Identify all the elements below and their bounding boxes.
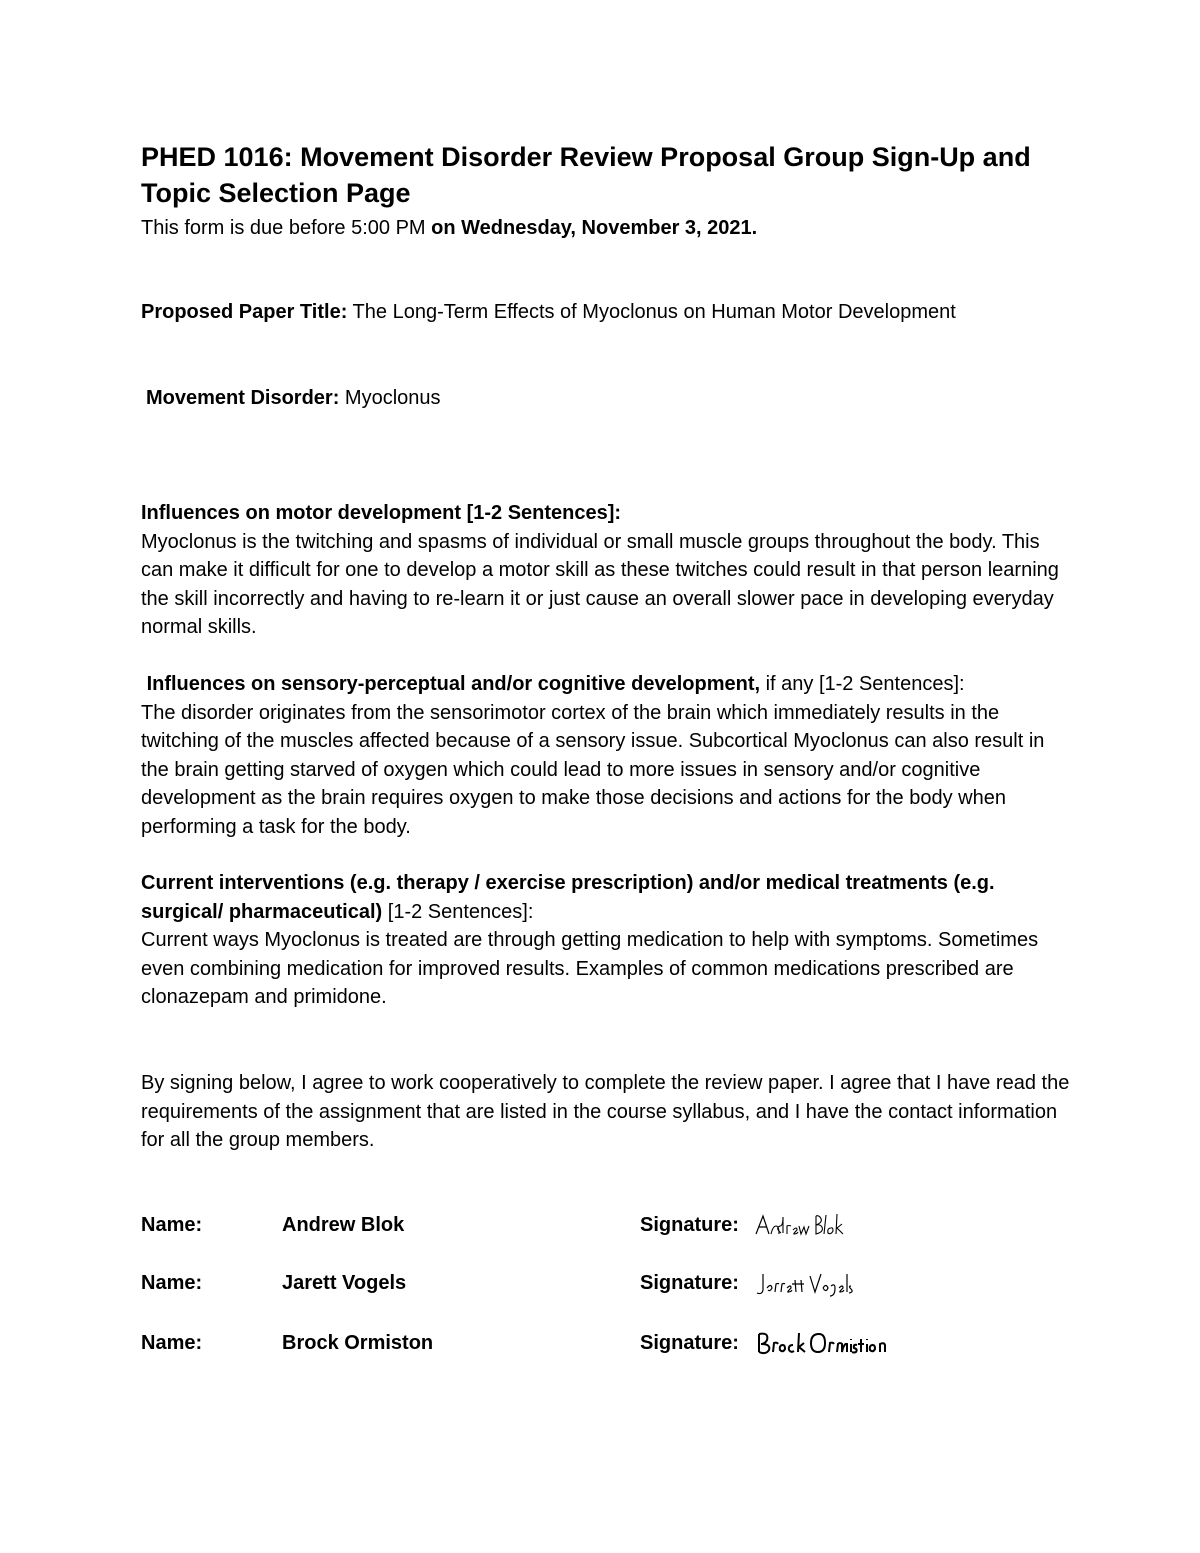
sensory-section	[141, 670, 1071, 841]
interventions-text: Current ways Myoclonus is treated are through getting medication to help with symptoms. Sometimes even combining medication for improved results. Examples of common medications prescribed are clonazepam and primidone.	[141, 929, 1039, 1008]
signature-row	[141, 1208, 1041, 1242]
disorder-line	[146, 384, 441, 413]
due-line	[141, 214, 757, 243]
paper-title-line	[141, 298, 956, 327]
interventions-heading-rest: [1-2 Sentences]:	[382, 900, 534, 923]
interventions-section	[141, 869, 1071, 1012]
sensory-heading-bold: Influences on sensory-perceptual and/or cognitive development,	[146, 673, 761, 695]
sensory-text: The disorder originates from the sensorimotor cortex of the brain which immediately results in the twitching of the muscles affected because of a sensory issue. Subcortical Myoclonus can also result in the brain getting starved of oxygen which could lead to more issues in sensory and/or cognitive development as the brain requires oxygen to make those decisions and actions for the body when performing a task for the body.	[141, 701, 1045, 838]
paper-title-label: Proposed Paper Title:	[141, 301, 348, 323]
page-title: PHED 1016: Movement Disorder Review Proposal Group Sign-Up and Topic Selection Page	[141, 142, 1031, 208]
handwritten-signature	[753, 1326, 893, 1360]
agreement-text: By signing below, I agree to work cooperatively to complete the review paper. I agree that I have read the requirements of the assignment that are listed in the course syllabus, and I have the contact information for all the group members.	[141, 1072, 1070, 1151]
paper-title-value: The Long-Term Effects of Myoclonus on Human Motor Development	[347, 301, 956, 323]
signature-row	[141, 1266, 1041, 1300]
motor-heading: Influences on motor development [1-2 Sentences]:	[141, 502, 622, 524]
member-name: Jarett Vogels	[282, 1272, 407, 1294]
sensory-heading	[141, 670, 1071, 699]
motor-section	[141, 499, 1071, 642]
signature-label: Signature:	[640, 1272, 739, 1294]
name-label: Name:	[141, 1214, 203, 1236]
member-name: Brock Ormiston	[282, 1332, 434, 1354]
due-date: on Wednesday, November 3, 2021.	[431, 217, 758, 239]
sensory-heading-rest: if any [1-2 Sentences]:	[760, 673, 965, 695]
disorder-label: Movement Disorder:	[146, 387, 340, 409]
signature-row	[141, 1326, 1041, 1360]
interventions-heading-bold: Current interventions (e.g. therapy / exercise prescription) and/or medical treatments (e.g. surgical/ pharmaceutical)	[141, 872, 995, 923]
handwritten-signature	[753, 1266, 863, 1300]
due-prefix: This form is due before 5:00 PM	[141, 217, 432, 239]
name-label: Name:	[141, 1332, 203, 1354]
signature-label: Signature:	[640, 1214, 739, 1236]
motor-text: Myoclonus is the twitching and spasms of individual or small muscle groups throughout the body. This can make it difficult for one to develop a motor skill as these twitches could result in that person learning the skill incorrectly and having to re-learn it or just cause an overall slower pace in developing everyday normal skills.	[141, 530, 1059, 638]
name-label: Name:	[141, 1272, 203, 1294]
interventions-heading	[141, 869, 1071, 926]
handwritten-signature	[753, 1208, 863, 1242]
signature-label: Signature:	[640, 1332, 739, 1354]
disorder-value: Myoclonus	[339, 387, 441, 409]
member-name: Andrew Blok	[282, 1214, 405, 1236]
